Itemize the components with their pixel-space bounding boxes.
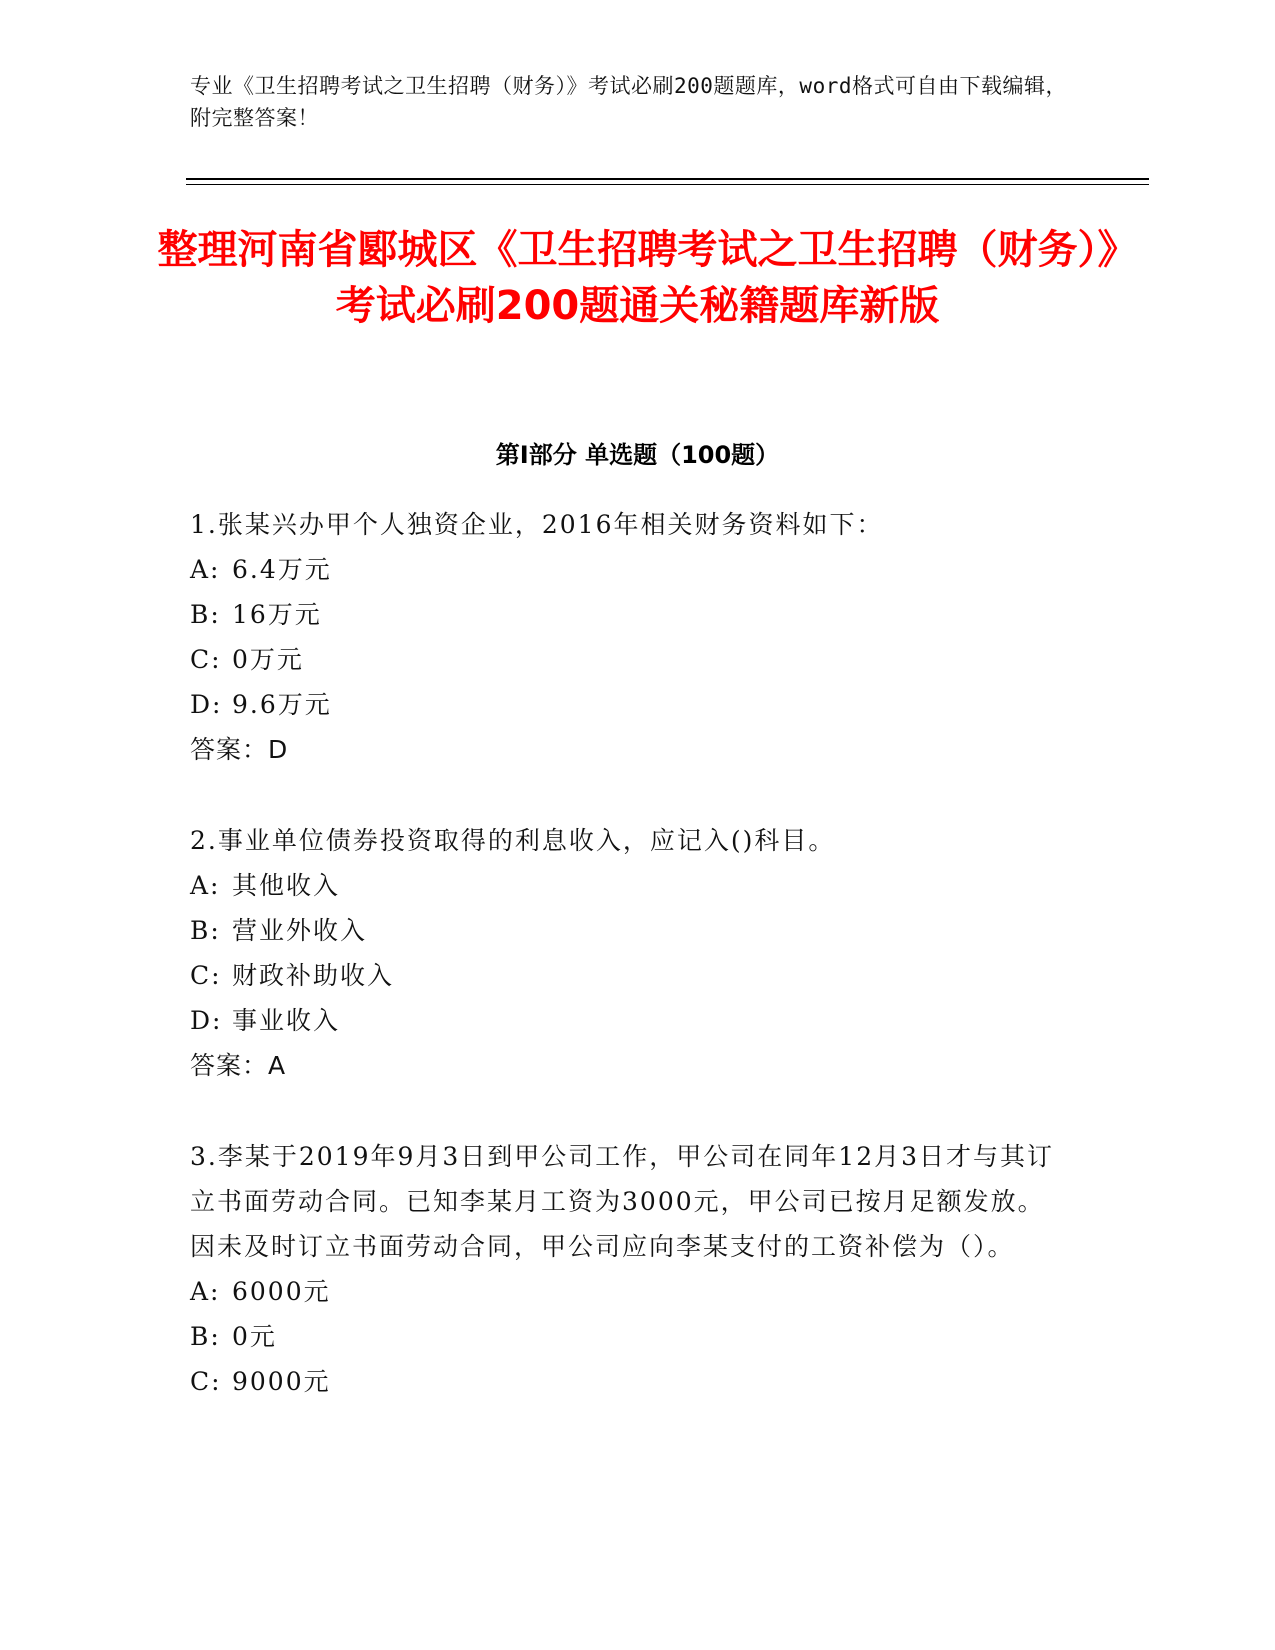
option-text: 事业收入 bbox=[232, 1006, 341, 1035]
option-letter: A: bbox=[190, 555, 221, 584]
option-a bbox=[190, 547, 1070, 592]
question-1 bbox=[190, 502, 1070, 772]
option-letter: A: bbox=[190, 871, 221, 900]
option-b bbox=[190, 908, 1070, 953]
option-letter: D: bbox=[190, 1006, 223, 1035]
option-text: 0元 bbox=[232, 1322, 277, 1351]
option-letter: C: bbox=[190, 1367, 222, 1396]
option-text: 9.6万元 bbox=[232, 690, 332, 719]
option-text: 0万元 bbox=[232, 645, 304, 674]
header-divider-thin bbox=[186, 184, 1149, 185]
option-c bbox=[190, 1359, 1070, 1404]
option-text: 营业外收入 bbox=[232, 916, 368, 945]
question-3 bbox=[190, 1134, 1070, 1404]
option-letter: B: bbox=[190, 916, 221, 945]
option-letter: C: bbox=[190, 961, 222, 990]
question-stem: 3.李某于2019年9月3日到甲公司工作，甲公司在同年12月3日才与其订立书面劳动合同。已知李某月工资为3000元，甲公司已按月足额发放。因未及时订立书面劳动合同，甲公司应向李某支付的工资补偿为（）。 bbox=[190, 1142, 1055, 1261]
question-stem: 2.事业单位债券投资取得的利息收入，应记入()科目。 bbox=[190, 826, 836, 855]
option-b bbox=[190, 592, 1070, 637]
option-letter: B: bbox=[190, 1322, 221, 1351]
option-letter: A: bbox=[190, 1277, 221, 1306]
option-text: 6.4万元 bbox=[232, 555, 332, 584]
answer: 答案：A bbox=[190, 1051, 287, 1080]
option-text: 9000元 bbox=[232, 1367, 331, 1396]
option-d bbox=[190, 998, 1070, 1043]
option-text: 其他收入 bbox=[232, 871, 341, 900]
section-heading: 第Ⅰ部分 单选题（100题） bbox=[495, 441, 780, 469]
option-d bbox=[190, 682, 1070, 727]
option-letter: D: bbox=[190, 690, 223, 719]
option-b bbox=[190, 1314, 1070, 1359]
answer: 答案：D bbox=[190, 735, 289, 764]
option-letter: B: bbox=[190, 600, 221, 629]
option-letter: C: bbox=[190, 645, 222, 674]
question-2 bbox=[190, 818, 1070, 1088]
option-c bbox=[190, 637, 1070, 682]
header-note: 专业《卫生招聘考试之卫生招聘（财务）》考试必刷200题题库，word格式可自由下载编辑，附完整答案！ bbox=[190, 74, 1067, 130]
option-a bbox=[190, 1269, 1070, 1314]
option-a bbox=[190, 863, 1070, 908]
document-title: 整理河南省郾城区《卫生招聘考试之卫生招聘（财务）》考试必刷200题通关秘籍题库新版 bbox=[157, 227, 1118, 329]
option-text: 16万元 bbox=[232, 600, 322, 629]
header-divider-thick bbox=[186, 178, 1149, 180]
option-text: 财政补助收入 bbox=[232, 961, 395, 990]
question-stem: 1.张某兴办甲个人独资企业，2016年相关财务资料如下： bbox=[190, 510, 884, 539]
option-text: 6000元 bbox=[232, 1277, 331, 1306]
option-c bbox=[190, 953, 1070, 998]
